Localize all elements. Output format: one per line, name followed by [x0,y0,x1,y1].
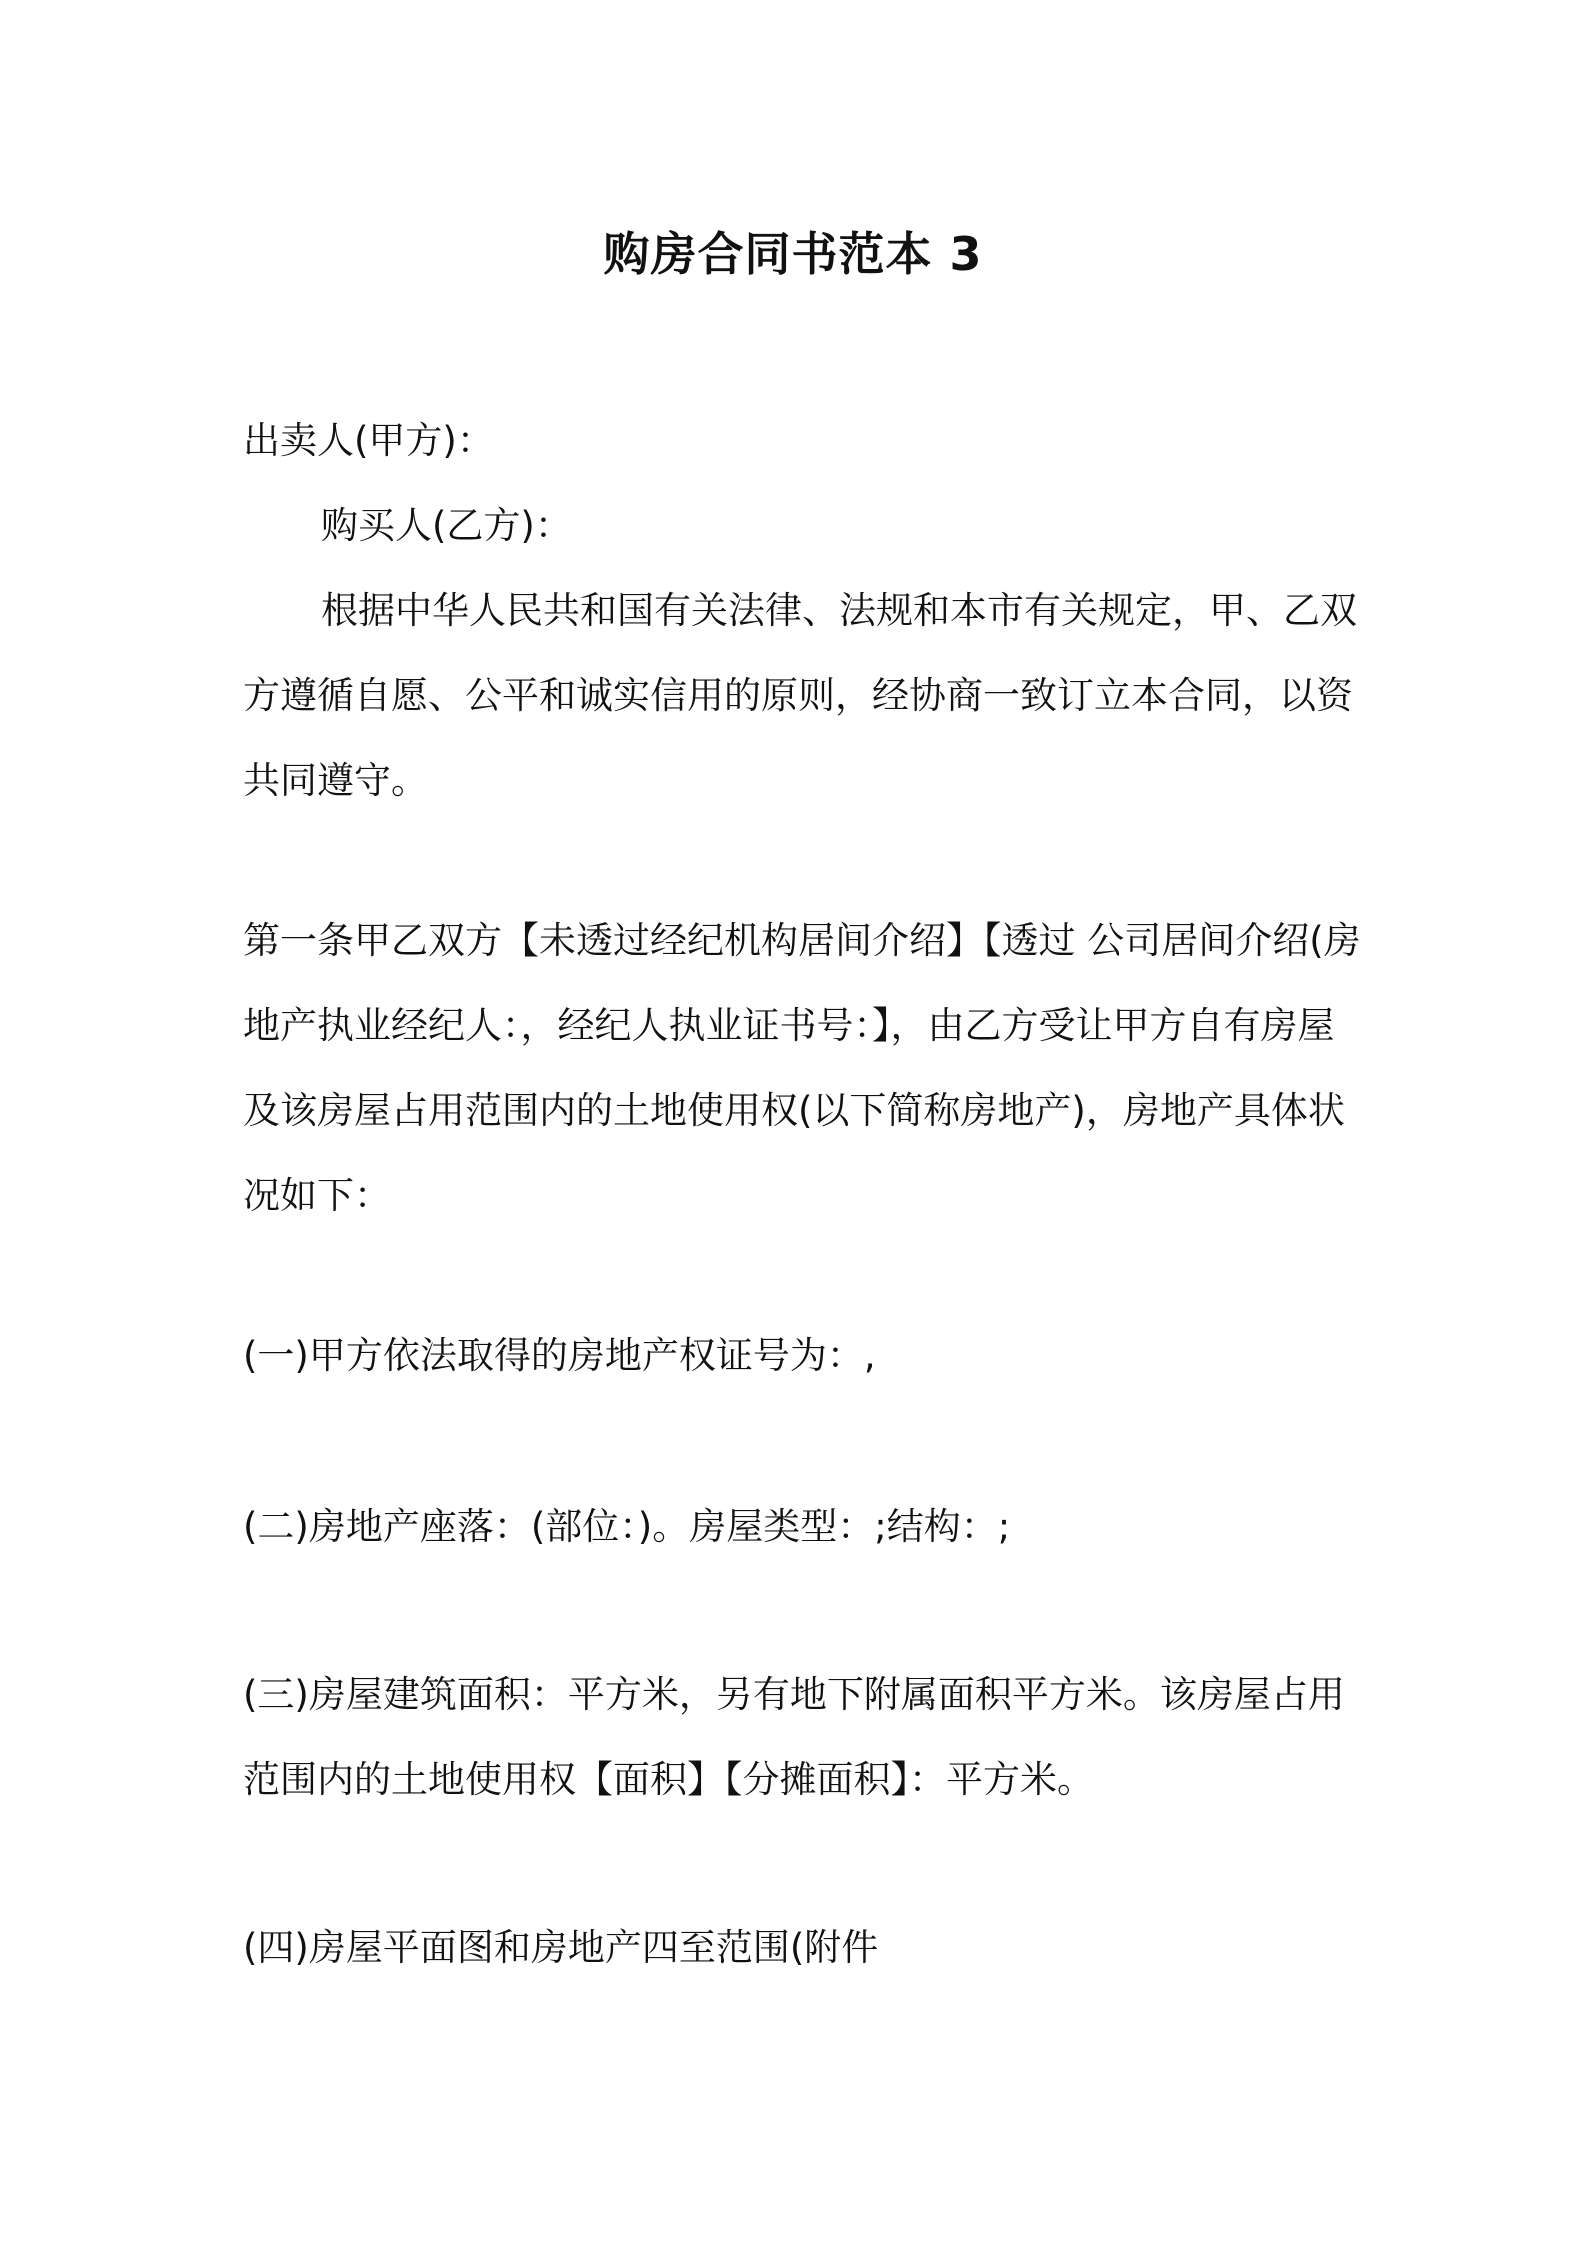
article-one-paragraph: 第一条甲乙双方【未透过经纪机构居间介绍】【透过 公司居间介绍(房地产执业经纪人：，经纪人执业证书号：】，由乙方受让甲方自有房屋及该房屋占用范围内的土地使用权(以下简称房地产)，房地产具体状况如下： [243,919,1361,1217]
clause-three: (三)房屋建筑面积：平方米，另有地下附属面积平方米。该房屋占用范围内的土地使用权【面积】【分摊面积】：平方米。 [243,1673,1345,1801]
buyer-line: 购买人(乙方)： [321,504,572,547]
clause-four: (四)房屋平面图和房地产四至范围(附件 [243,1926,879,1969]
clause-two: (二)房地产座落：(部位：)。房屋类型：;结构：; [243,1505,1011,1548]
clause-one: (一)甲方依法取得的房地产权证号为：, [243,1334,876,1377]
seller-line: 出卖人(甲方)： [243,419,494,462]
preamble-paragraph: 根据中华人民共和国有关法律、法规和本市有关规定，甲、乙双方遵循自愿、公平和诚实信用的原则，经协商一致订立本合同，以资共同遵守。 [243,589,1357,802]
document-title: 购房合同书范本 3 [603,227,983,281]
